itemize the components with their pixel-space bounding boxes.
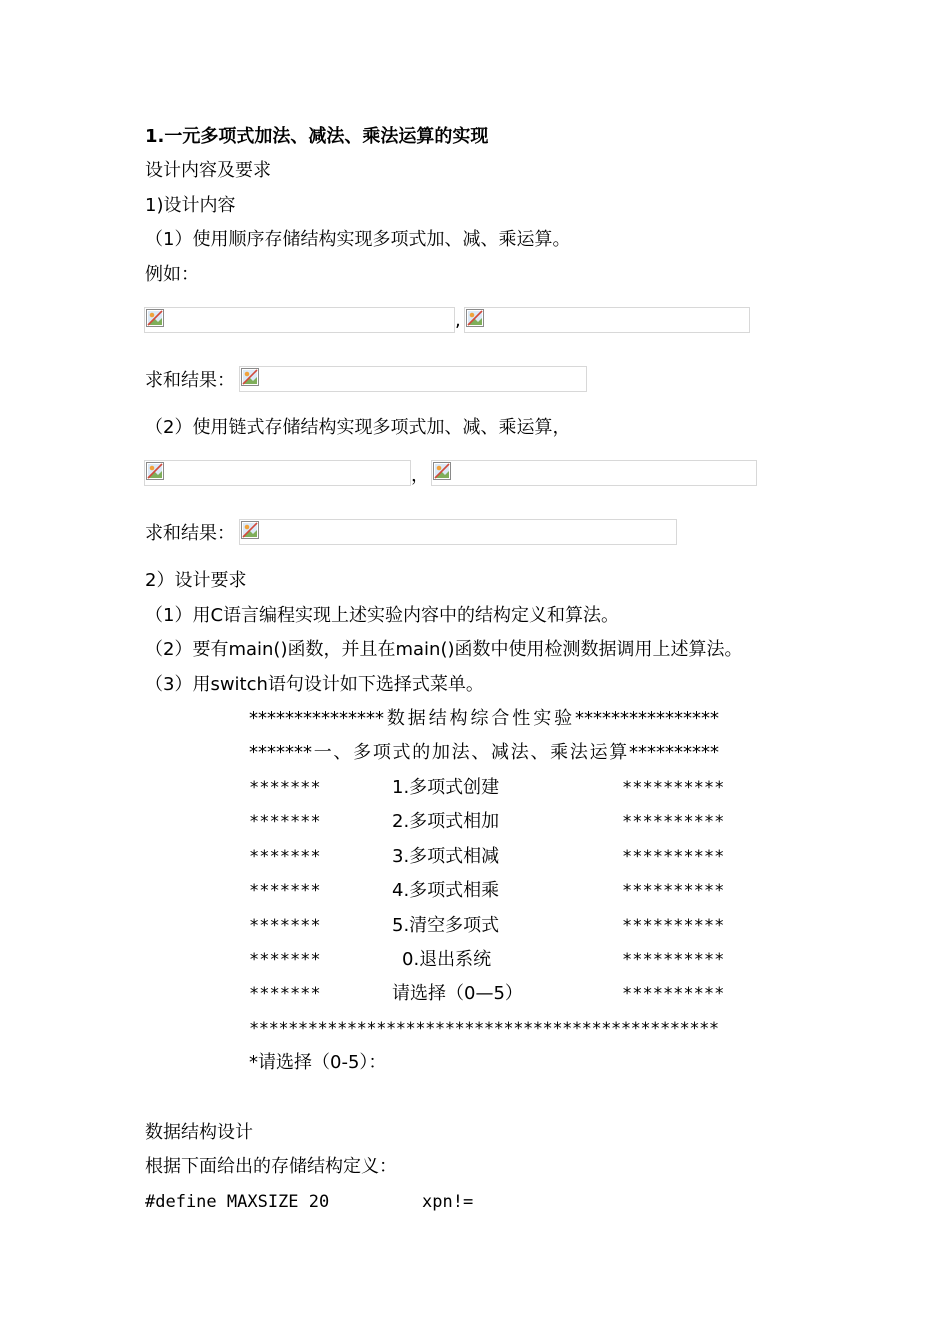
design-requirements-title: 设计内容及要求 — [145, 160, 271, 181]
menu-left-stars: ******* — [249, 881, 321, 901]
broken-image-icon — [466, 309, 484, 327]
requirement-2: （2）要有main()函数，并且在main()函数中使用检测数据调用上述算法。 — [145, 639, 743, 660]
menu-right-stars: ********** — [622, 778, 725, 798]
broken-image-icon — [146, 309, 164, 327]
code-define-line: #define MAXSIZE 20 — [145, 1192, 330, 1212]
polynomial-image-b — [464, 307, 750, 333]
polynomial-image-a — [144, 307, 455, 333]
menu-right-stars: ********** — [622, 881, 725, 901]
requirement-1: （1）用C语言编程实现上述实验内容中的结构定义和算法。 — [145, 605, 620, 626]
sum-result-label: 求和结果： — [145, 523, 235, 544]
menu-left-stars: ******* — [249, 984, 321, 1004]
menu-item: 1.多项式创建 — [392, 777, 500, 798]
menu-left-stars: ******* — [249, 950, 321, 970]
requirement-3: （3）用switch语句设计如下选择式菜单。 — [145, 674, 484, 695]
content-item-2: （2）使用链式存储结构实现多项式加、减、乘运算， — [145, 417, 571, 438]
menu-subtitle-line: *******一、多项式的加法、减法、乘法运算********** — [249, 742, 719, 763]
menu-left-stars: ******* — [249, 812, 321, 832]
menu-item: 4.多项式相乘 — [392, 880, 500, 901]
menu-left-stars: ******* — [249, 916, 321, 936]
menu-bottom-line: ************************************************ — [249, 1019, 719, 1039]
menu-item: 2.多项式相加 — [392, 811, 500, 832]
content-item-1: （1）使用顺序存储结构实现多项式加、减、乘运算。 — [145, 229, 571, 250]
menu-right-stars: ********** — [622, 812, 725, 832]
menu-right-stars: ********** — [622, 950, 725, 970]
broken-image-icon — [146, 462, 164, 480]
menu-left-stars: ******* — [249, 778, 321, 798]
data-structure-design-title: 数据结构设计 — [145, 1122, 253, 1143]
menu-right-stars: ********** — [622, 916, 725, 936]
menu-title-line: ***************数据结构综合性实验**************** — [249, 708, 719, 729]
broken-image-icon — [241, 368, 259, 386]
comma-separator: ， — [411, 465, 429, 486]
polynomial-image-d — [431, 460, 757, 486]
menu-right-stars: ********** — [622, 984, 725, 1004]
broken-image-icon — [241, 521, 259, 539]
menu-left-stars: ******* — [249, 847, 321, 867]
menu-prompt: *请选择（0-5）： — [249, 1052, 387, 1073]
design-requirements-subtitle: 2）设计要求 — [145, 570, 247, 591]
data-structure-intro: 根据下面给出的存储结构定义： — [145, 1156, 397, 1177]
section-heading: 1.一元多项式加法、减法、乘法运算的实现 — [145, 126, 489, 147]
sum-result-image — [239, 366, 587, 392]
broken-image-icon — [433, 462, 451, 480]
menu-item: 5.清空多项式 — [392, 915, 500, 936]
sum-result-image — [239, 519, 677, 545]
menu-item: 3.多项式相减 — [392, 846, 500, 867]
sum-result-label: 求和结果： — [145, 370, 235, 391]
menu-item: 0.退出系统 — [402, 949, 492, 970]
polynomial-image-c — [144, 460, 411, 486]
example-label: 例如： — [145, 264, 199, 285]
code-trailing-text: xpn!= — [422, 1192, 474, 1212]
design-content-title: 1)设计内容 — [145, 195, 236, 216]
menu-item: 请选择（0—5） — [392, 983, 523, 1004]
comma-separator: , — [455, 310, 461, 331]
menu-right-stars: ********** — [622, 847, 725, 867]
